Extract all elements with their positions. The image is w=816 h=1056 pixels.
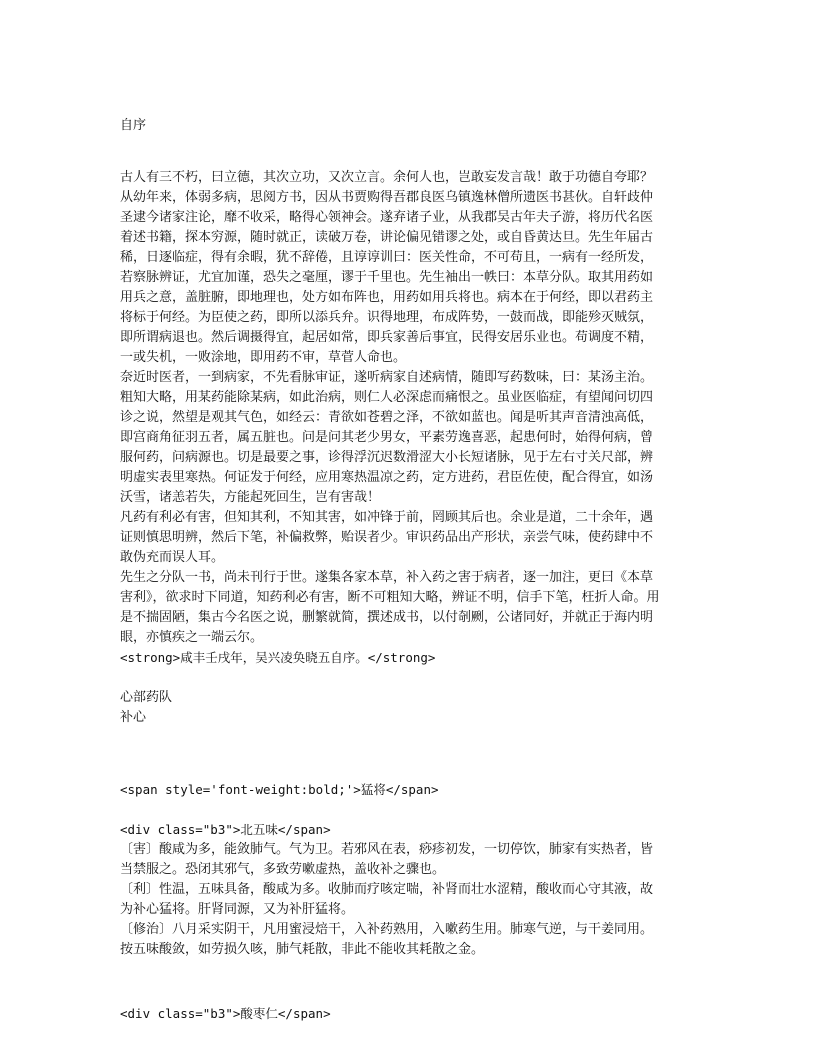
preface-line: 稀，日逐临症，得有余暇，犹不辞倦，且谆谆训曰：医关性命，不可苟且，一病有一经所发， — [120, 250, 654, 265]
preface-line: 害利》，欲求时下同道，知药利必有害，断不可粗知大略，辨证不明，信手下笔，枉折人命。用 — [120, 590, 660, 605]
herb-text-line: 当禁服之。恐闭其邪气，多致劳嗽虚热，盖收补之骤也。 — [120, 862, 446, 877]
preface-line: 眼，亦慎疾之一端云尔。 — [120, 630, 264, 645]
preface-signature: <strong>咸丰壬戌年，吴兴凌奂晓五自序。</strong> — [120, 650, 436, 665]
preface-line: 诊之说，然望是观其气色，如经云：青欲如苍碧之泽，不欲如蓝也。闻是听其声音清浊高低， — [120, 410, 654, 425]
preface-line: 将标于何经。为臣使之药，即所以添兵弁。识得地理，布成阵势，一鼓而战，即能殄灭贼氛， — [120, 310, 654, 325]
preface-line: 一或失机，一败涂地，即用药不审，草菅人命也。 — [120, 350, 407, 365]
preface-line: 用兵之意，盖脏腑，即地理也，处方如布阵也，用药如用兵将也。病本在于何经，即以君药主 — [120, 290, 654, 305]
preface-line: 服何药，问病源也。切是最要之事，诊得浮沉迟数滑涩大小长短诸脉，见于左右寸关尺部，辨 — [120, 450, 654, 465]
herb-group-name: <span style='font-weight:bold;'>猛将</span> — [120, 782, 439, 797]
preface-line: 粗知大略，用某药能除某病，如此治病，则仁人必深虑而痛恨之。虽业医临症，有望闻问切四 — [120, 390, 654, 405]
preface-line: 是不揣固陋，集古今名医之说，删繁就简，撰述成书，以付剞劂，公诸同好，并就正于海内明 — [120, 610, 654, 625]
preface-line: 从幼年来，体弱多病，思阅方书，因从书贾购得吾郡良医乌镇逸林僧所遗医书甚伙。自轩歧仲 — [120, 190, 654, 205]
herb-text-line: 〔修治〕八月采实阴干，凡用蜜浸焙干，入补药熟用，入嗽药生用。肺寒气逆，与干姜同用。 — [120, 922, 654, 937]
preface-line: 先生之分队一书，尚未刊行于世。遂集各家本草，补入药之害于病者，逐一加注，更曰《本草 — [120, 570, 654, 585]
herb-text-line: 按五味酸敛，如劳损久咳，肺气耗散，非此不能收其耗散之金。 — [120, 942, 485, 957]
preface-line: 奈近时医者，一到病家，不先看脉审证，遂听病家自述病情，随即写药数味，曰：某汤主治。 — [120, 370, 654, 385]
preface-line: 古人有三不朽，曰立德，其次立功，又次立言。余何人也，岂敢妄发言哉！敢于功德自夸耶？ — [120, 170, 654, 185]
preface-line: 沃雪，诸恙若失，方能起死回生，岂有害哉！ — [120, 490, 381, 505]
preface-line: 圣逮今诸家注论，靡不收采，略得心领神会。遂弃诸子业，从我郡吴古年夫子游，将历代名医 — [120, 210, 654, 225]
herb-name: <div class="b3">北五味</span> — [120, 822, 331, 837]
herb-text-line: 〔害〕酸咸为多，能敛肺气。气为卫。若邪风在表，痧疹初发，一切停饮，肺家有实热者，皆 — [120, 842, 654, 857]
herb-text-line: 〔利〕性温，五味具备，酸咸为多。收肺而疗咳定喘，补肾而壮水涩精，酸收而心守其液，故 — [120, 882, 654, 897]
subsection-title: 补心 — [120, 710, 147, 725]
preface-line: 凡药有利必有害，但知其利，不知其害，如冲锋于前，罔顾其后也。余业是道，二十余年，遇 — [120, 510, 654, 525]
section-title: 心部药队 — [120, 690, 173, 705]
herb-text-line: 为补心猛将。肝肾同源，又为补肝猛将。 — [120, 902, 355, 917]
preface-line: 敢伪充而误人耳。 — [120, 550, 225, 565]
preface-line: 证则慎思明辨，然后下笔，补偏救弊，贻误者少。审识药品出产形状，亲尝气味，使药肆中不 — [120, 530, 654, 545]
preface-line: 若察脉辨证，尤宜加谨，恐失之毫厘，谬于千里也。先生袖出一帙曰：本草分队。取其用药如 — [120, 270, 654, 285]
preface-line: 即宫商角征羽五者，属五脏也。问是问其老少男女，平素劳逸喜恶，起患何时，始得何病，曾 — [120, 430, 654, 445]
herb-name: <div class="b3">酸枣仁</span> — [120, 1006, 331, 1021]
preface-line: 着述书籍，探本穷源，随时就正，读破万卷，讲论偏见错谬之处，或自昏黄达旦。先生年届古 — [120, 230, 654, 245]
preface-heading: 自序 — [120, 118, 147, 133]
preface-line: 即所谓病退也。然后调摄得宜，起居如常，即兵家善后事宜，民得安居乐业也。苟调度不精， — [120, 330, 654, 345]
preface-line: 明虚实表里寒热。何证发于何经，应用寒热温凉之药，定方进药，君臣佐使，配合得宜，如汤 — [120, 470, 654, 485]
